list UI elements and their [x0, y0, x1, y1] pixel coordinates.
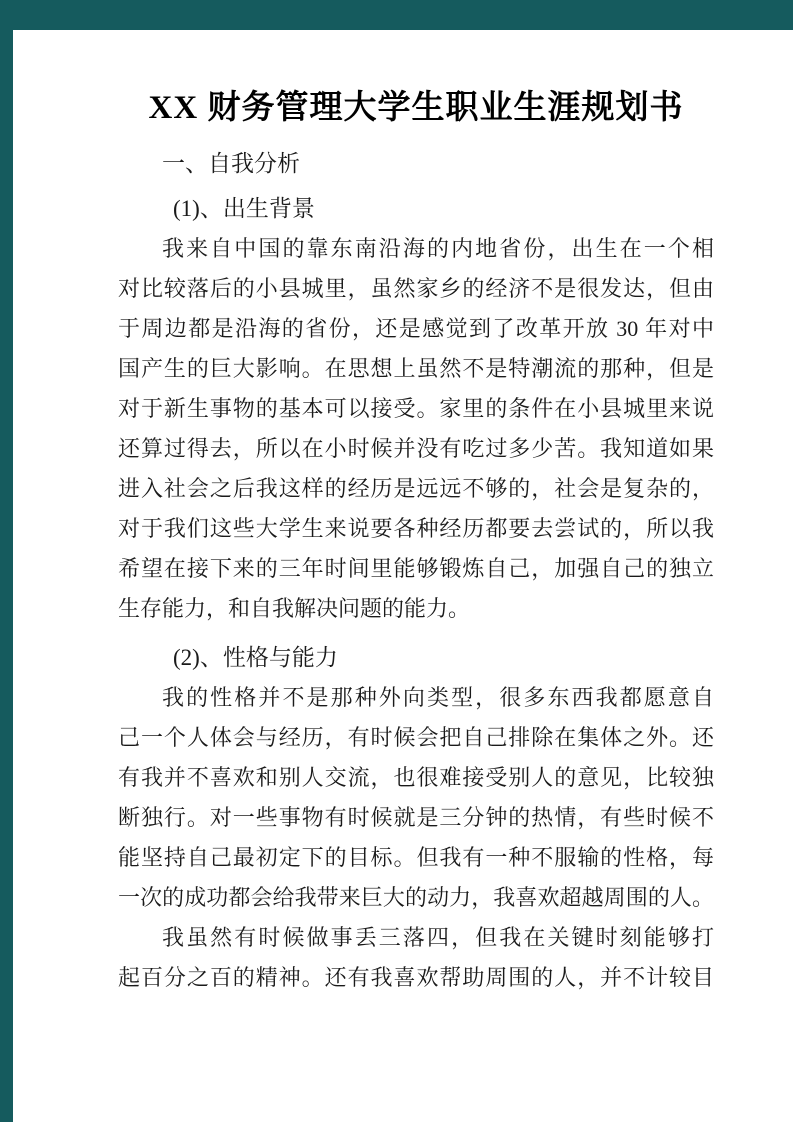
paragraph-personality-1: [118, 678, 714, 918]
subsection-heading-birth-background: (1)、出生背景: [173, 196, 315, 221]
text-line: 断独行。对一些事物有时候就是三分钟的热情，有些时候不: [118, 805, 714, 830]
text-line: 进入社会之后我这样的经历是远远不够的，社会是复杂的，: [118, 476, 714, 501]
subsection-heading-personality-ability: (2)、性格与能力: [173, 645, 338, 670]
text-line: 起百分之百的精神。还有我喜欢帮助周围的人，并不计较目: [118, 965, 714, 990]
text-line: 己一个人体会与经历，有时候会把自己排除在集体之外。还: [118, 725, 714, 750]
text-line: 希望在接下来的三年时间里能够锻炼自己，加强自己的独立: [118, 556, 714, 581]
text-line: 一次的成功都会给我带来巨大的动力，我喜欢超越周围的人。: [118, 885, 714, 910]
paragraph-birth-background: [118, 229, 714, 629]
text-line: 我来自中国的靠东南沿海的内地省份，出生在一个相: [162, 236, 714, 261]
text-line: 能坚持自己最初定下的目标。但我有一种不服输的性格，每: [118, 845, 714, 870]
text-line: 对比较落后的小县城里，虽然家乡的经济不是很发达，但由: [118, 276, 714, 301]
text-line: 于周边都是沿海的省份，还是感觉到了改革开放 30 年对中: [118, 316, 714, 341]
text-line: 我的性格并不是那种外向类型，很多东西我都愿意自: [162, 685, 714, 710]
section-heading-self-analysis: 一、自我分析: [162, 151, 300, 176]
left-border-band: [0, 0, 13, 1122]
top-border-band: [0, 0, 793, 30]
document-page: [13, 30, 793, 1122]
paragraph-personality-2: [118, 918, 714, 998]
text-line: 对于新生事物的基本可以接受。家里的条件在小县城里来说: [118, 396, 714, 421]
text-line: 还算过得去，所以在小时候并没有吃过多少苦。我知道如果: [118, 436, 714, 461]
document-title: XX 财务管理大学生职业生涯规划书: [148, 90, 684, 126]
text-line: 我虽然有时候做事丢三落四，但我在关键时刻能够打: [162, 925, 714, 950]
text-line: 生存能力，和自我解决问题的能力。: [118, 596, 471, 621]
text-line: 国产生的巨大影响。在思想上虽然不是特潮流的那种，但是: [118, 356, 714, 381]
text-line: 有我并不喜欢和别人交流，也很难接受别人的意见，比较独: [118, 765, 714, 790]
text-line: 对于我们这些大学生来说要各种经历都要去尝试的，所以我: [118, 516, 714, 541]
